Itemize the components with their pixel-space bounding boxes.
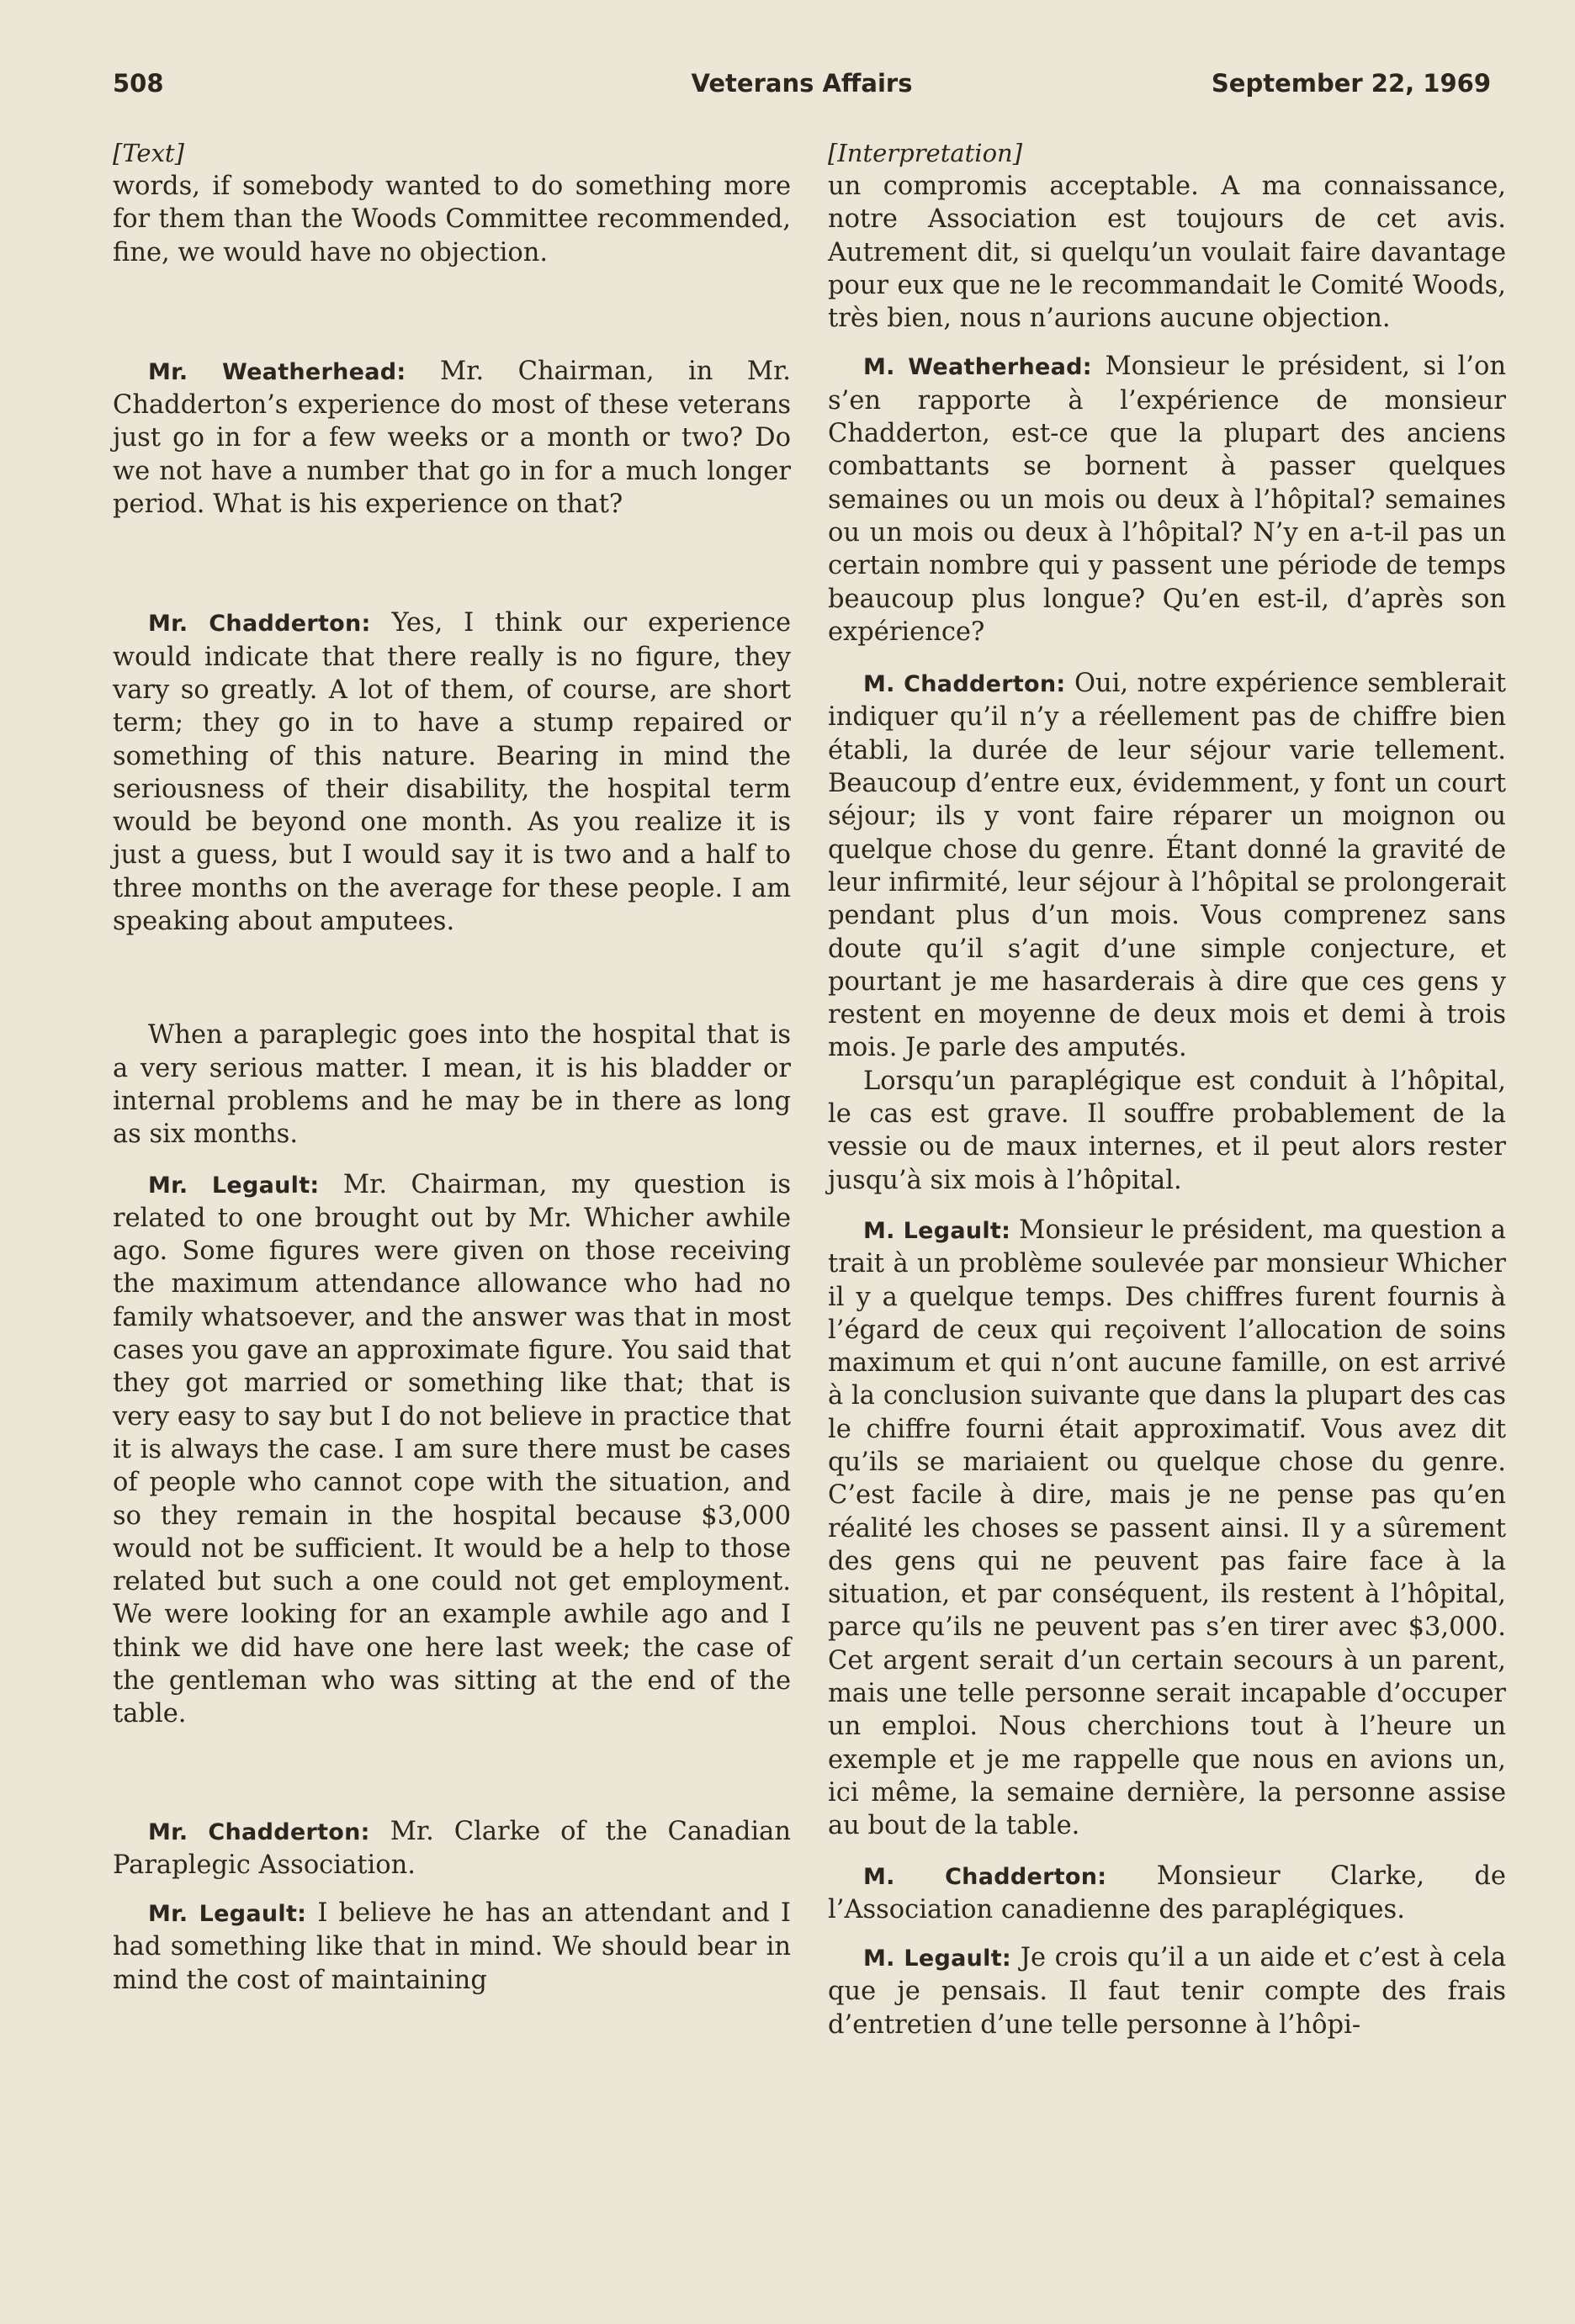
paragraph-text: Monsieur le président, si l’on s’en rapporte à l’expérience de monsieur Chadderton, est-ce que la plupart des anciens combattants se bornent à passer quelques semaines ou un mois ou deux à l’hôpital? semaines ou un mois ou deux à l’hôpital? N’y en a-t-il pas un certain nombre qui y passent une période de temps beaucoup plus longue? Qu’en est-il, d’après son expérience?: [828, 352, 1506, 647]
speaker-name: Mr. Chadderton:: [148, 1818, 370, 1845]
paragraph-text: Monsieur le président, ma question a trait à un problème soulevée par monsieur Whicher il y a quelque temps. Des chiffres furent fournis à l’égard de ceux qui reçoivent l’allocation de soins maximum et qui n’ont aucune famille, on est arrivé à la conclusion suivante que dans la plupart des cas le chiffre fourni était approximatif. Vous avez dit qu’ils se mariaient ou quelque chose du genre. C’est facile à dire, mais je ne pense pas qu’en réalité les choses se passent ainsi. Il y a sûrement des gens qui ne peuvent pas faire face à la situation, et par conséquent, ils restent à l’hôpital, parce qu’ils ne peuvent pas s’en tirer avec $3,000. Cet argent serait d’un certain secours à un parent, mais une telle personne serait incapable d’occuper un emploi. Nous cherchions tout à l’heure un exemple et je me rappelle que nous en avions un, ici même, la semaine dernière, la personne assise au bout de la table.: [828, 1215, 1506, 1841]
paragraph-text: Mr. Chairman, in Mr. Chadderton’s experience do most of these veterans just go in for a few weeks or a month or two? Do we not have a number that go in for a much longer period. What is his experience on that?: [113, 356, 792, 520]
paragraph-text: Lorsqu’un paraplégique est conduit à l’hôpital, le cas est grave. Il souffre probablement de la vessie ou de maux internes, et il peut alors rester jusqu’à six mois à l’hôpital.: [828, 1066, 1506, 1195]
english-column: [113, 136, 791, 1997]
speaker-name: Mr. Legault:: [148, 1901, 307, 1928]
paragraph: [113, 1897, 791, 1997]
header-date: September 22, 1969: [1211, 69, 1491, 98]
speaker-name: M. Chadderton:: [863, 1863, 1107, 1890]
speaker-name: M. Legault:: [863, 1217, 1011, 1244]
paragraph-text: Oui, notre expérience semblerait indiquer qu’il n’y a réellement pas de chiffre bien établi, la durée de leur séjour varie tellement. Beaucoup d’entre eux, évidemment, y font un court séjour; ils y vont faire réparer un moignon ou quelque chose du genre. Étant donné la gravité de leur infirmité, leur séjour à l’hôpital se prolongerait pendant plus d’un mois. Vous comprenez sans doute qu’il s’agit d’une simple conjecture, et pourtant je me hasarderais à dire que ces gens y restent en moyenne de deux mois et demi à trois mois. Je parle des amputés.: [828, 669, 1506, 1063]
paragraph: [828, 1941, 1506, 2041]
paragraph-text: Mr. Chairman, my question is related to one brought out by Mr. Whicher awhile ago. Some figures were given on those receiving the maximum attendance allowance who had no family whatsoever, and the answer was that in most cases you gave an approximate figure. You said that they got married or something like that; that is very easy to say but I do not believe in practice that it is always the case. I am sure there must be cases of people who cannot cope with the situation, and so they remain in the hospital because $3,000 would not be sufficient. It would be a help to those related but such a one could not get employment. We were looking for an example awhile ago and I think we did have one here last week; the case of the gentleman who was sitting at the end of the table.: [113, 1169, 791, 1729]
paragraph: [113, 1168, 791, 1731]
page-header: [113, 69, 1491, 103]
paragraph: [113, 606, 791, 938]
paragraph: [113, 170, 791, 269]
speaker-name: M. Weatherhead:: [863, 354, 1092, 381]
paragraph-text: Je crois qu’il a un aide et c’est à cela que je pensais. Il faut tenir compte des frais d’entretien d’une telle personne à l’hôpi-: [828, 1943, 1506, 2040]
paragraph-text: I believe he has an attendant and I had something like that in mind. We should bear in mind the cost of maintaining: [113, 1898, 791, 1995]
speaker-name: Mr. Chadderton:: [148, 611, 371, 638]
paragraph: [828, 170, 1506, 335]
paragraph-text: Yes, I think our experience would indicate that there really is no figure, they vary so greatly. A lot of them, of course, are short term; they go in to have a stump repaired or something of this nature. Bearing in mind the seriousness of their disability, the hospital term would be beyond one month. As you realize it is just a guess, but I would say it is two and a half to three months on the average for these people. I am speaking about amputees.: [113, 608, 791, 937]
speaker-name: Mr. Weatherhead:: [148, 358, 406, 385]
paragraph-text: When a paraplegic goes into the hospital that is a very serious matter. I mean, it is his bladder or internal problems and he may be in there as long as six months.: [113, 1020, 791, 1150]
column-label-text: [Text]: [113, 139, 184, 167]
paragraph-text: words, if somebody wanted to do something more for them than the Woods Committee recommended, fine, we would have no objection.: [113, 172, 791, 267]
paragraph-text: un compromis acceptable. A ma connaissance, notre Association est toujours de cet avis. Autrement dit, si quelqu’un voulait faire davantage pour eux que ne le recommandait le Comité Woods, très bien, nous n’aurions aucune objection.: [828, 172, 1506, 334]
paragraph: [828, 667, 1506, 1065]
speaker-name: M. Chadderton:: [863, 671, 1066, 698]
paragraph: [113, 1019, 791, 1151]
paragraph-text: Monsieur Clarke, de l’Association canadienne des paraplégiques.: [828, 1861, 1506, 1924]
paragraph: [828, 1860, 1506, 1927]
paragraph: [113, 355, 791, 521]
paragraph: [828, 1214, 1506, 1843]
paragraph: [828, 1065, 1506, 1197]
column-label-interpretation: [Interpretation]: [828, 139, 1023, 167]
running-title: Veterans Affairs: [691, 69, 913, 98]
french-column: [828, 136, 1506, 2041]
speaker-name: M. Legault:: [863, 1945, 1012, 1972]
paragraph-text: Mr. Clarke of the Canadian Paraplegic Association.: [113, 1816, 791, 1880]
page-number: 508: [113, 69, 164, 98]
speaker-name: Mr. Legault:: [148, 1172, 320, 1199]
paragraph: [113, 1815, 791, 1882]
paragraph: [828, 350, 1506, 648]
